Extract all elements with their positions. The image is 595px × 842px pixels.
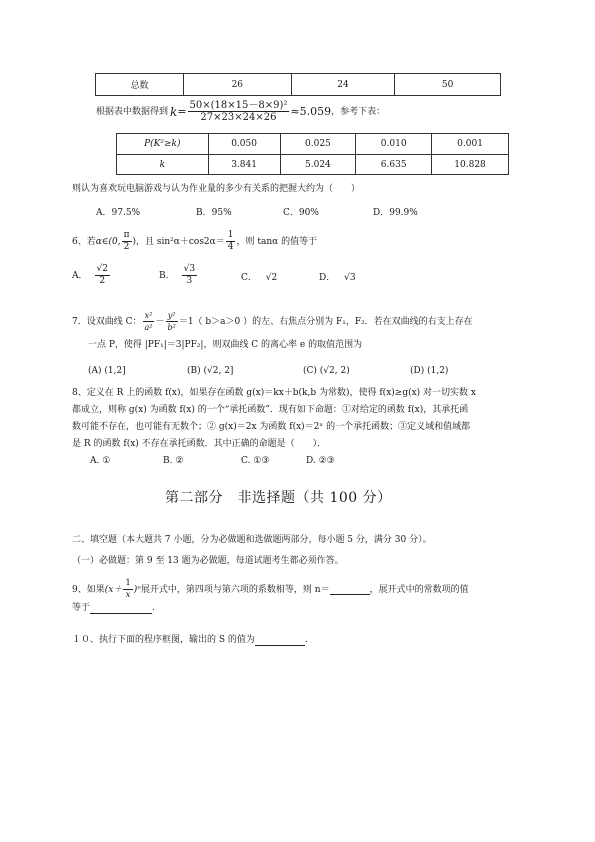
critical-value-cell: 5.024	[280, 155, 356, 175]
totals-cell: 26	[184, 74, 292, 96]
part-two-title: 第二部分 非选择题（共 100 分）	[165, 490, 392, 506]
probability-cell: 0.025	[280, 134, 356, 155]
q10-text: １０、执行下面的程序框图，输出的 S 的值为	[72, 635, 255, 645]
b-squared: b²	[167, 323, 176, 332]
q5-option-a: A．97.5%	[96, 208, 141, 218]
formula-prefix: 根据表中数据得到	[96, 106, 169, 117]
q5-stem: 则认为喜欢玩电脑游戏与认为作业量的多少有关系的把握大约为（ ）	[72, 184, 361, 194]
sqrt-two: √2	[96, 264, 108, 274]
q6-condition: α∈(0,	[95, 236, 121, 247]
q7-line2: 一点 P，使得 |PF₁|＝3|PF₂|，则双曲线 C 的离心率 e 的取值范围为	[88, 340, 363, 350]
probability-cell: 0.050	[208, 134, 280, 155]
sqrt-three: √3	[183, 264, 196, 274]
q6-option-a	[72, 264, 111, 287]
answer-blank-s[interactable]	[255, 635, 305, 646]
q8-option-d: D. ②③	[306, 456, 335, 466]
a-squared: a²	[144, 323, 153, 332]
numerator-one: 1	[227, 230, 234, 240]
q8-line1: 8、定义在 R 上的函数 f(x)，如果存在函数 g(x)＝kx＋b(k,b 为常数)，使得 f(x)≥g(x) 对一切实数 x	[72, 388, 476, 398]
q7-option-d: (D) (1,2)	[410, 366, 449, 376]
equals-sign: =	[177, 104, 187, 118]
period: .	[152, 603, 155, 613]
option-letter: C．	[241, 273, 257, 283]
x-squared-over-a-squared	[142, 310, 154, 333]
q9-line2-text: 等于	[72, 603, 91, 613]
q7-option-c: (C) (√2, 2)	[303, 366, 350, 376]
q8-line4: 是 R 的函数 f(x) 不存在承托函数．其中正确的命题是（ ）．	[72, 439, 327, 449]
x-squared: x²	[144, 311, 153, 320]
binomial-end: )ⁿ	[133, 584, 141, 595]
denominator-x: x	[125, 590, 131, 600]
answer-blank-constant[interactable]	[90, 603, 152, 614]
q6-stem	[72, 230, 317, 253]
period: .	[304, 635, 308, 645]
q5-option-b: B．95%	[196, 208, 232, 218]
sqrt3-over-3	[182, 264, 197, 287]
q6-prefix: 6、若	[72, 236, 96, 247]
fraction-denominator: 27×23×24×26	[200, 112, 277, 123]
minus-sign: －	[155, 316, 165, 327]
denominator-four: 4	[227, 242, 234, 252]
q8-option-c: C. ①③	[241, 456, 270, 466]
q8-line2: 都成立，则称 g(x) 为函数 f(x) 的一个“承托函数”．现有如下命题：①对给定的函数 f(x)，其承托函	[72, 405, 469, 415]
denominator-two: 2	[123, 242, 130, 252]
chi-square-fraction	[188, 100, 290, 123]
fill-in-instructions: 二、填空题（本大题共 7 小题，分为必做题和选做题两部分，每小题 5 分，满分 30 分）。	[72, 535, 432, 545]
y-squared-over-b-squared	[165, 310, 177, 333]
answer-blank-n[interactable]	[330, 584, 370, 595]
option-letter: D．	[319, 273, 336, 283]
q9-text2: ，展开式中的常数项的值	[369, 584, 469, 595]
q10-stem	[72, 634, 308, 646]
q6-option-b	[159, 264, 198, 287]
q9-text: 展开式中，第四项与第六项的系数相等，则 n＝	[140, 584, 330, 595]
fraction-numerator: 50×(18×15－8×9)²	[189, 100, 288, 111]
q6-suffix: ，则 tanα 的值等于	[236, 236, 318, 247]
formula-result: ≈5.059	[290, 104, 332, 118]
binomial-start: (x＋	[104, 584, 123, 595]
totals-label: 总数	[96, 74, 184, 96]
k-header: k	[117, 155, 209, 175]
formula-suffix: ，参考下表：	[331, 106, 386, 117]
totals-table	[95, 73, 501, 96]
sqrt-three: √3	[344, 273, 356, 283]
totals-cell: 50	[395, 74, 501, 96]
probability-cell: 0.010	[356, 134, 432, 155]
probability-cell: 0.001	[432, 134, 509, 155]
denominator-two: 2	[99, 276, 106, 286]
q9-stem	[72, 578, 469, 601]
pi-symbol: π	[123, 230, 130, 240]
required-instructions: （一）必做题：第 9 至 13 题为必做题，每道试题考生都必须作答。	[72, 556, 344, 566]
formula-line	[96, 100, 385, 123]
q7-stem	[72, 310, 473, 333]
critical-value-table	[116, 133, 509, 175]
sqrt-two: √2	[265, 273, 278, 283]
critical-value-cell: 3.841	[208, 155, 280, 175]
q7-prefix: 7．设双曲线 C：	[72, 316, 142, 327]
q9-prefix: 9、如果	[72, 584, 105, 595]
q6-condition-end: )	[132, 236, 137, 247]
one-over-x	[123, 578, 132, 601]
pi-over-2-fraction	[122, 230, 132, 253]
y-squared: y²	[167, 311, 176, 320]
q7-option-a: (A) (1,2]	[88, 366, 126, 376]
option-letter: B．	[159, 270, 175, 281]
q6-option-c	[241, 272, 277, 284]
q6-option-d	[319, 272, 356, 284]
one-quarter-fraction	[226, 230, 236, 253]
option-letter: A．	[72, 270, 88, 281]
totals-cell: 24	[291, 74, 395, 96]
q9-line2	[72, 602, 155, 614]
q7-option-b: (B) (√2, 2]	[187, 366, 234, 376]
q8-option-b: B. ②	[163, 456, 184, 466]
numerator-one: 1	[125, 578, 131, 588]
critical-value-cell: 10.828	[432, 155, 509, 175]
q6-middle: ，且 sin²α＋cos2α＝	[136, 236, 225, 247]
q5-option-d: D．99.9%	[373, 208, 418, 218]
k-variable: k	[170, 104, 178, 119]
q8-option-a: A. ①	[90, 456, 111, 466]
probability-header: P(K²≥k)	[117, 134, 209, 155]
sqrt2-over-2	[95, 264, 110, 287]
q5-option-c: C．90%	[283, 208, 319, 218]
q8-line3: 数可能不存在，也可能有无数个；② g(x)＝2x 为函数 f(x)＝2ˣ 的一个承托函数；③定义域和值域都	[72, 422, 471, 432]
critical-value-cell: 6.635	[356, 155, 432, 175]
q7-rest: ＝1（ b＞a＞0 ）的左、右焦点分别为 F₁，F₂．若在双曲线的右支上存在	[178, 316, 473, 327]
denominator-three: 3	[186, 276, 193, 286]
